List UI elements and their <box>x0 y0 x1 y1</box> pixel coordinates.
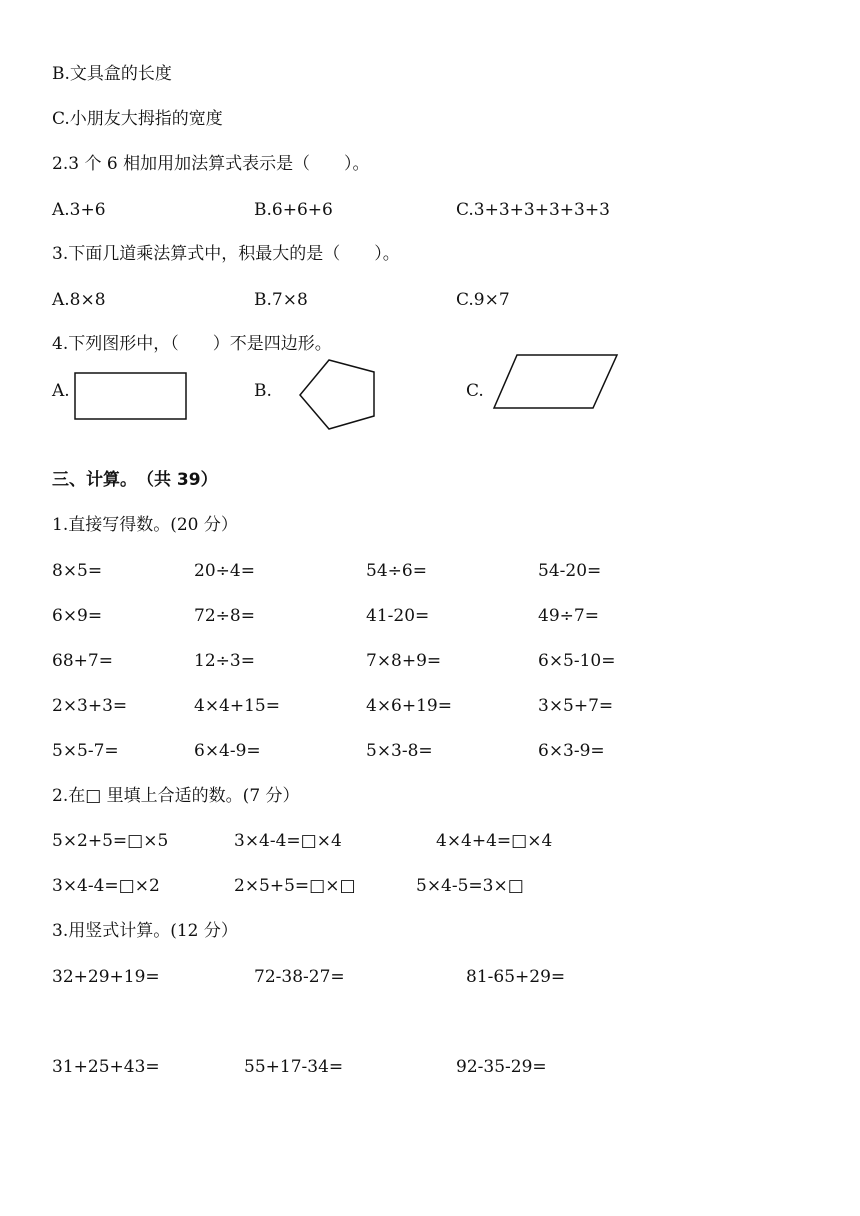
q4-label-a: A. <box>52 381 70 401</box>
rectangle-icon <box>74 372 188 422</box>
fill-box-problem: 5×4-5=3×□ <box>416 876 524 896</box>
calc-problem: 6×3-9= <box>538 741 605 761</box>
calc-problem: 12÷3= <box>194 651 255 671</box>
q2-option-a: A.3+6 <box>52 200 106 220</box>
fill-box-problem: 4×4+4=□×4 <box>436 831 553 851</box>
calc-problem: 6×5-10= <box>538 651 616 671</box>
calc-problem: 5×3-8= <box>366 741 433 761</box>
calc-problem: 5×5-7= <box>52 741 119 761</box>
vertical-calc-problem: 72-38-27= <box>254 967 345 987</box>
vertical-calc-problem: 81-65+29= <box>466 967 566 987</box>
parallelogram-icon <box>493 354 619 410</box>
pentagon-icon <box>299 359 377 431</box>
s2-title: 2.在□ 里填上合适的数。(7 分） <box>52 786 300 806</box>
fill-box-problem: 2×5+5=□×□ <box>234 876 356 896</box>
fill-box-problem: 3×4-4=□×2 <box>52 876 160 896</box>
calc-problem: 4×4+15= <box>194 696 280 716</box>
fill-box-problem: 5×2+5=□×5 <box>52 831 169 851</box>
q2-stem: 2.3 个 6 相加用加法算式表示是（ ）。 <box>52 154 370 174</box>
s3-title: 3.用竖式计算。(12 分） <box>52 921 238 941</box>
calc-problem: 8×5= <box>52 561 103 581</box>
q2-option-c: C.3+3+3+3+3+3 <box>456 200 610 220</box>
q1-option-c: C.小朋友大拇指的宽度 <box>52 109 223 129</box>
calc-problem: 2×3+3= <box>52 696 128 716</box>
calc-problem: 20÷4= <box>194 561 255 581</box>
fill-box-problem: 3×4-4=□×4 <box>234 831 342 851</box>
q4-label-b: B. <box>254 381 272 401</box>
q2-option-b: B.6+6+6 <box>254 200 333 220</box>
q3-option-c: C.9×7 <box>456 290 510 310</box>
q3-stem: 3.下面几道乘法算式中，积最大的是（ ）。 <box>52 244 400 264</box>
calc-problem: 3×5+7= <box>538 696 614 716</box>
vertical-calc-problem: 92-35-29= <box>456 1057 547 1077</box>
vertical-calc-problem: 31+25+43= <box>52 1057 160 1077</box>
section-heading: 三、计算。 （共 39） <box>52 470 218 490</box>
vertical-calc-problem: 55+17-34= <box>244 1057 344 1077</box>
calc-problem: 41-20= <box>366 606 430 626</box>
calc-problem: 68+7= <box>52 651 113 671</box>
calc-problem: 49÷7= <box>538 606 599 626</box>
s1-title: 1.直接写得数。(20 分） <box>52 515 238 535</box>
calc-problem: 4×6+19= <box>366 696 452 716</box>
q4-stem: 4.下列图形中，（ ）不是四边形。 <box>52 334 332 354</box>
q3-option-a: A.8×8 <box>52 290 106 310</box>
vertical-calc-problem: 32+29+19= <box>52 967 160 987</box>
calc-problem: 72÷8= <box>194 606 255 626</box>
calc-problem: 6×9= <box>52 606 103 626</box>
calc-problem: 6×4-9= <box>194 741 261 761</box>
q3-option-b: B.7×8 <box>254 290 308 310</box>
calc-problem: 54÷6= <box>366 561 427 581</box>
calc-problem: 54-20= <box>538 561 602 581</box>
q4-label-c: C. <box>466 381 484 401</box>
q1-option-b: B.文具盒的长度 <box>52 64 172 84</box>
calc-problem: 7×8+9= <box>366 651 442 671</box>
